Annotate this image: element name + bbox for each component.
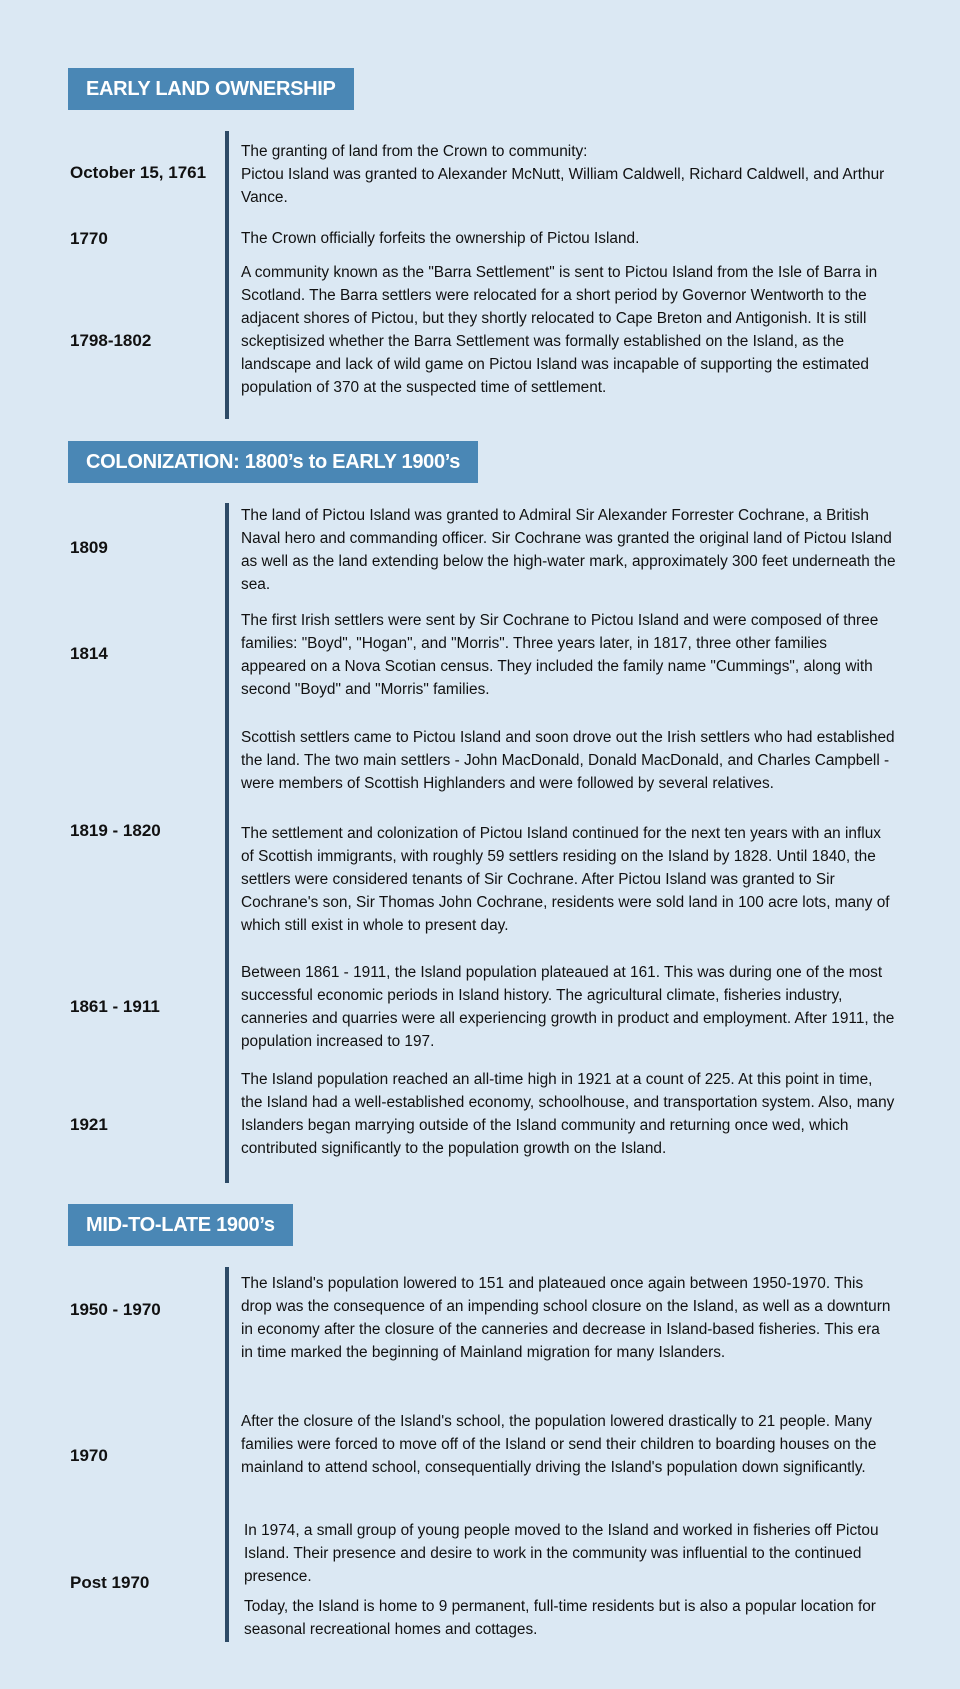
entry-date: 1770	[70, 229, 108, 248]
entry-date: 1798-1802	[70, 331, 152, 350]
section-heading-early-land-ownership: EARLY LAND OWNERSHIP	[68, 68, 354, 110]
entry-date: 1814	[70, 644, 108, 663]
entry-text: The settlement and colonization of Pictou Island continued for the next ten years with an influx of Scottish immigrants, with roughly 59 settlers residing on the Island by 1828. Until 1840, the settlers were considered tenants of Sir Cochrane. After Pictou Island was granted to Sir Cochrane's son, Sir Thomas John Cochrane, residents were sold land in 100 acre lots, many of which still exist in whole to present day.	[241, 825, 890, 934]
entry-text: After the closure of the Island's school, the population lowered drastically to 21 people. Many families were forced to move off of the Island or send their children to boarding houses on the mainland to attend school, consequentially driving the Island's population down significantly.	[241, 1413, 877, 1476]
entry-text: In 1974, a small group of young people moved to the Island and worked in fisheries off Pictou Island. Their presence and desire to work in the community was influential to the continued presence.	[244, 1522, 879, 1585]
entry-text: Scottish settlers came to Pictou Island and soon drove out the Irish settlers who had established the land. The two main settlers - John MacDonald, Donald MacDonald, and Charles Campbell - were members of Scottish Highlanders and were followed by several relatives.	[241, 729, 895, 792]
section-heading-mid-to-late-1900s: MID-TO-LATE 1900’s	[68, 1204, 293, 1246]
entry-date: 1950 - 1970	[70, 1300, 161, 1319]
entry-text: The Island population reached an all-time high in 1921 at a count of 225. At this point in time, the Island had a well-established economy, schoolhouse, and transportation system. Also, many Islanders began marrying outside of the Island community and returning once wed, which contributed significantly to the population growth on the Island.	[241, 1071, 895, 1157]
entry-date: 1861 - 1911	[70, 997, 160, 1016]
entry-text: Today, the Island is home to 9 permanent, full-time residents but is also a popular location for seasonal recreational homes and cottages.	[244, 1598, 876, 1638]
entry-date: 1819 - 1820	[70, 821, 161, 840]
entry-date: October 15, 1761	[70, 163, 207, 182]
entry-text: The Island's population lowered to 151 and plateaued once again between 1950-1970. This drop was the consequence of an impending school closure on the Island, as well as a downturn in economy after the closure of the canneries and decrease in Island-based fisheries. This era in time marked the beginning of Mainland migration for many Islanders.	[241, 1275, 891, 1361]
entry-date: 1970	[70, 1446, 108, 1465]
timeline-bar	[225, 131, 229, 419]
entry-text: The granting of land from the Crown to community: Pictou Island was granted to Alexander McNutt, William Caldwell, Richard Caldwell, and Arthur Vance.	[241, 143, 885, 206]
entry-date: Post 1970	[70, 1573, 150, 1592]
entry-date: 1921	[70, 1115, 108, 1134]
entry-text: A community known as the "Barra Settlement" is sent to Pictou Island from the Isle of Barra in Scotland. The Barra settlers were relocated for a short period by Governor Wentworth to the adjacent shores of Pictou, but they shortly relocated to Cape Breton and Antigonish. It is still sckeptisized whether the Barra Settlement was formally established on the Island, as the landscape and lack of wild game on Pictou Island was incapable of supporting the estimated population of 370 at the suspected time of settlement.	[241, 264, 878, 396]
entry-text: The Crown officially forfeits the ownership of Pictou Island.	[241, 230, 640, 247]
timeline-bar	[225, 1267, 229, 1642]
entry-text: The land of Pictou Island was granted to Admiral Sir Alexander Forrester Cochrane, a British Naval hero and commanding officer. Sir Cochrane was granted the original land of Pictou Island as well as the land extending below the high-water mark, approximately 300 feet underneath the sea.	[241, 507, 896, 593]
timeline-bar	[225, 503, 229, 1183]
entry-date: 1809	[70, 538, 108, 557]
section-heading-colonization: COLONIZATION: 1800’s to EARLY 1900’s	[68, 441, 478, 483]
entry-text: Between 1861 - 1911, the Island population plateaued at 161. This was during one of the most successful economic periods in Island history. The agricultural climate, fisheries industry, canneries and quarries were all experiencing growth in product and employment. After 1911, the population increased to 197.	[241, 964, 895, 1050]
entry-text: The first Irish settlers were sent by Sir Cochrane to Pictou Island and were composed of three families: "Boyd", "Hogan", and "Morris". Three years later, in 1817, three other families appeared on a Nova Scotian census. They included the family name "Cummings", along with second "Boyd" and "Morris" families.	[241, 612, 879, 698]
